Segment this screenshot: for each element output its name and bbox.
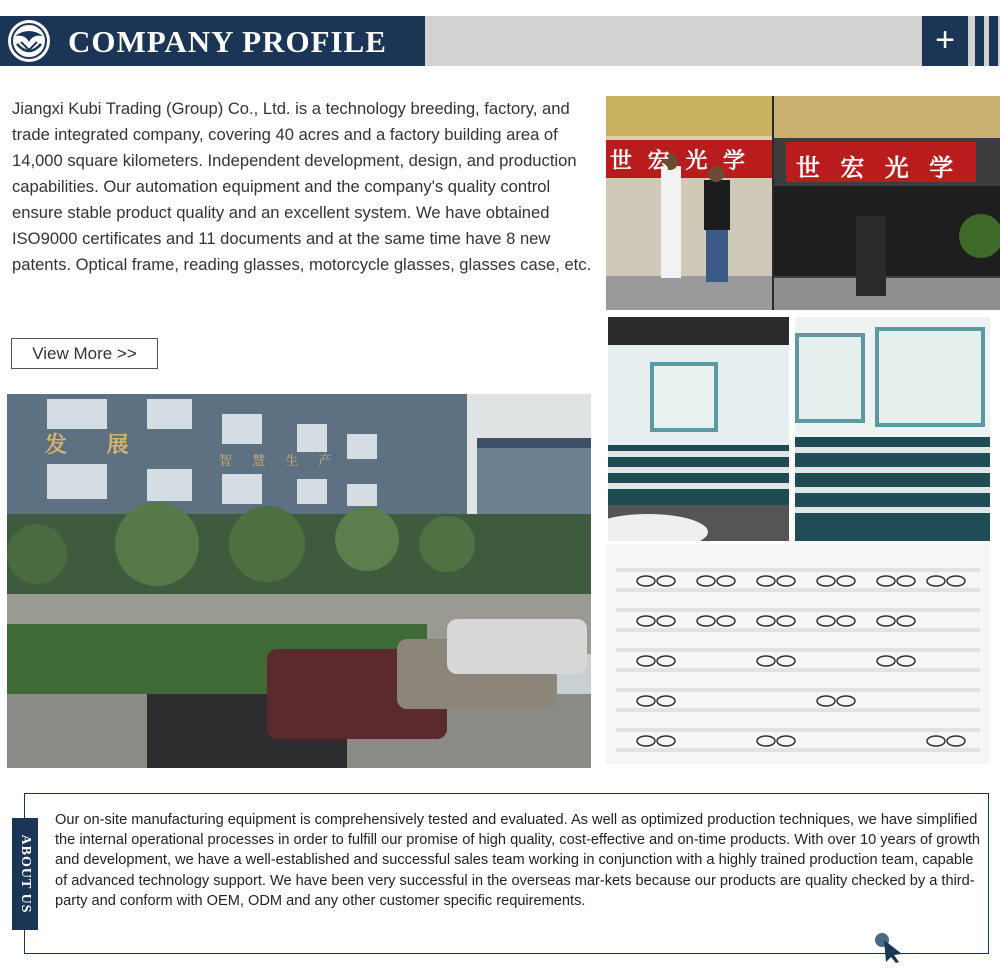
factory-wall-text: 发 展 <box>45 433 145 458</box>
about-text: Our on-site manufacturing equipment is comprehensively tested and evaluated. As well as optimized production techniques, we have simplified the internal operational processes in order to fulfill our promise of high quality, cost-effective and on-time products. With over 10 years of growth and development, we have a well-established and successful sales team working in conjunction with a highly trained production team, capable of advanced technology support. We have been very successful in the overseas mar-kets because our products are quality checked by a third-party and conform with OEM, ODM and any other customer specific requirements. <box>55 812 981 909</box>
showroom-photo <box>608 317 789 541</box>
factory-wall-text-small: 智 慧 生 产 <box>219 454 340 469</box>
header-stripe <box>989 16 998 66</box>
mouse-pointer-icon <box>872 930 906 964</box>
office-sign-left: 世 宏 光 学 <box>610 149 749 174</box>
office-photo <box>606 96 1000 310</box>
about-us-label: ABOUT US <box>18 834 33 914</box>
expand-button[interactable]: + <box>922 16 968 66</box>
page-title: COMPANY PROFILE <box>68 24 387 59</box>
header-gray-bar <box>425 16 1000 66</box>
showroom-photo <box>795 317 990 541</box>
header-stripe <box>975 16 984 66</box>
globe-wing-icon <box>8 20 50 62</box>
factory-photo <box>7 394 591 768</box>
office-sign-right: 世 宏 光 学 <box>796 154 960 182</box>
company-intro-text: Jiangxi Kubi Trading (Group) Co., Ltd. is a technology breeding, factory, and trade integrated company, covering 40 acres and a factory building area of 14,000 square kilometers. Independent development, design, and production capabilities. Our automation equipment and the company's quality control ensure stable product quality and an excellent system. We have obtained ISO9000 certificates and 11 documents and at the same time have 8 new patents. Optical frame, reading glasses, motorcycle glasses, glasses case, etc. <box>12 99 592 274</box>
about-us-tab <box>12 818 38 930</box>
glasses-display-photo <box>606 544 990 764</box>
view-more-button[interactable]: View More >> <box>11 338 158 369</box>
